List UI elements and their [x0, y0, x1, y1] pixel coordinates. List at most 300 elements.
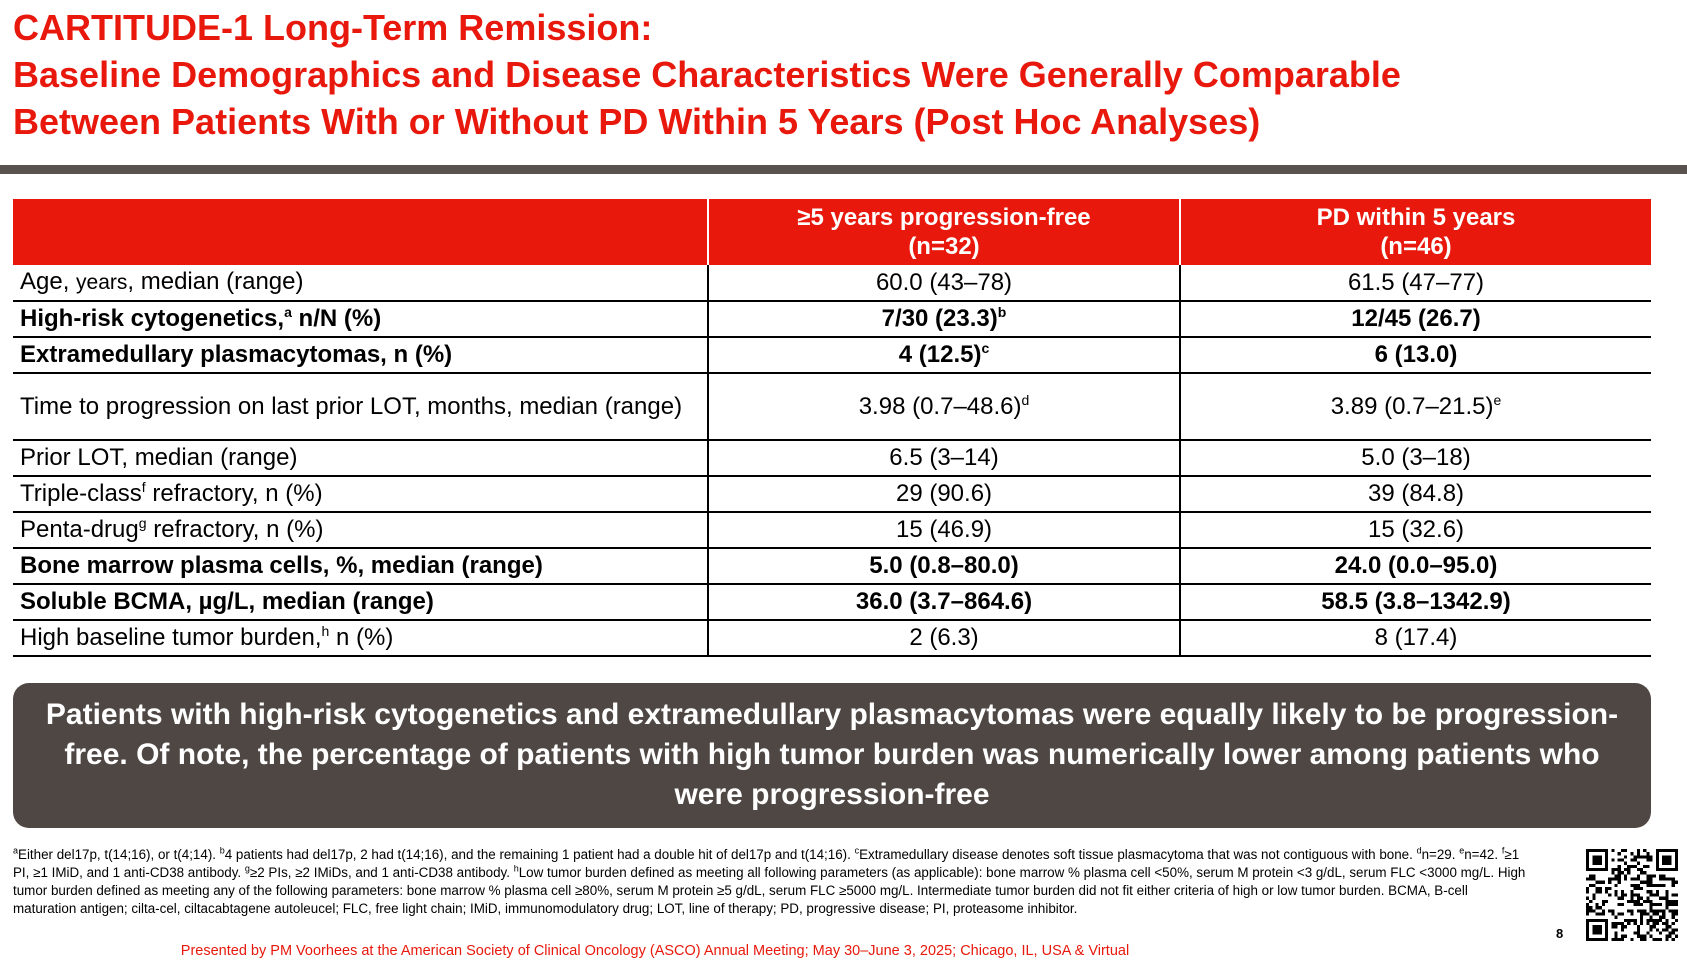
qr-module: [1634, 919, 1637, 922]
qr-module: [1630, 890, 1633, 893]
baseline-characteristics-table: [13, 199, 1651, 657]
qr-module: [1596, 931, 1599, 934]
qr-module: [1608, 878, 1611, 881]
qr-module: [1630, 865, 1633, 868]
qr-module: [1646, 884, 1649, 887]
qr-module: [1605, 922, 1608, 925]
value-progression-free: [708, 373, 1180, 440]
footnote-d: n=29.: [1421, 847, 1460, 862]
value-pd: 24.0 (0.0–95.0): [1180, 548, 1651, 584]
qr-module: [1640, 887, 1643, 890]
qr-module: [1586, 878, 1589, 881]
qr-module: [1589, 874, 1592, 877]
qr-module: [1656, 903, 1659, 906]
qr-module: [1624, 893, 1627, 896]
footnote-marker: f: [1501, 845, 1505, 856]
qr-module: [1634, 931, 1637, 934]
qr-module: [1662, 884, 1665, 887]
qr-module: [1634, 903, 1637, 906]
qr-module: [1596, 868, 1599, 871]
qr-module: [1599, 868, 1602, 871]
qr-module: [1615, 922, 1618, 925]
qr-module: [1668, 862, 1671, 865]
label-text: n/N (%): [291, 305, 382, 332]
qr-module: [1672, 878, 1675, 881]
qr-module: [1656, 855, 1659, 858]
qr-module: [1675, 912, 1678, 915]
qr-module: [1659, 909, 1662, 912]
qr-module: [1602, 900, 1605, 903]
qr-module: [1615, 935, 1618, 938]
qr-module: [1665, 868, 1668, 871]
title-line-1: CARTITUDE-1 Long-Term Remission:: [13, 7, 653, 48]
qr-module: [1592, 931, 1595, 934]
qr-module: [1589, 906, 1592, 909]
qr-module: [1649, 935, 1652, 938]
qr-module: [1605, 925, 1608, 928]
table-row: [13, 337, 1651, 373]
value-pd: 15 (32.6): [1180, 512, 1651, 548]
qr-module: [1649, 928, 1652, 931]
qr-module: [1646, 931, 1649, 934]
value-pd: 58.5 (3.8–1342.9): [1180, 584, 1651, 620]
qr-module: [1605, 900, 1608, 903]
qr-module: [1630, 884, 1633, 887]
qr-module: [1611, 871, 1614, 874]
qr-module: [1615, 925, 1618, 928]
qr-module: [1668, 903, 1671, 906]
qr-module: [1586, 912, 1589, 915]
qr-module: [1643, 881, 1646, 884]
qr-module: [1668, 868, 1671, 871]
qr-module: [1656, 893, 1659, 896]
qr-module: [1656, 852, 1659, 855]
qr-module: [1627, 922, 1630, 925]
qr-module: [1665, 862, 1668, 865]
qr-module: [1656, 909, 1659, 912]
qr-module: [1592, 855, 1595, 858]
qr-module: [1672, 884, 1675, 887]
qr-module: [1592, 909, 1595, 912]
row-label: Soluble BCMA, µg/L, median (range): [13, 584, 708, 620]
qr-module: [1621, 938, 1624, 941]
qr-module: [1586, 897, 1589, 900]
qr-module: [1668, 909, 1671, 912]
qr-module: [1675, 935, 1678, 938]
qr-module: [1649, 906, 1652, 909]
value-pd: 8 (17.4): [1180, 620, 1651, 656]
table-row: [13, 476, 1651, 512]
row-label: Prior LOT, median (range): [13, 440, 708, 476]
qr-module: [1662, 849, 1665, 852]
qr-module: [1621, 928, 1624, 931]
qr-module: [1618, 859, 1621, 862]
qr-module: [1649, 909, 1652, 912]
value-progression-free: 29 (90.6): [708, 476, 1180, 512]
qr-module: [1634, 900, 1637, 903]
qr-module: [1656, 884, 1659, 887]
table-row: [13, 512, 1651, 548]
qr-module: [1637, 931, 1640, 934]
qr-module: [1596, 906, 1599, 909]
qr-module: [1605, 852, 1608, 855]
qr-module: [1621, 925, 1624, 928]
qr-module: [1675, 928, 1678, 931]
qr-module: [1637, 935, 1640, 938]
qr-module: [1621, 890, 1624, 893]
qr-module: [1662, 916, 1665, 919]
qr-module: [1637, 868, 1640, 871]
footnotes: [13, 846, 1528, 918]
qr-module: [1592, 859, 1595, 862]
qr-module: [1611, 878, 1614, 881]
qr-module: [1605, 859, 1608, 862]
qr-module: [1611, 938, 1614, 941]
qr-module: [1662, 909, 1665, 912]
qr-module: [1637, 903, 1640, 906]
qr-module: [1637, 855, 1640, 858]
footnote-e: n=42.: [1464, 847, 1502, 862]
header-characteristic: [13, 199, 708, 265]
qr-module: [1589, 919, 1592, 922]
qr-module: [1637, 897, 1640, 900]
qr-module: [1596, 881, 1599, 884]
qr-module: [1586, 909, 1589, 912]
qr-module: [1665, 849, 1668, 852]
qr-module: [1672, 900, 1675, 903]
qr-module: [1592, 849, 1595, 852]
qr-module: [1656, 912, 1659, 915]
qr-module: [1624, 925, 1627, 928]
qr-module: [1634, 887, 1637, 890]
qr-module: [1599, 906, 1602, 909]
qr-module: [1665, 890, 1668, 893]
qr-module: [1665, 900, 1668, 903]
qr-module: [1586, 938, 1589, 941]
row-label: [13, 476, 708, 512]
qr-module: [1615, 931, 1618, 934]
qr-module: [1656, 865, 1659, 868]
qr-module: [1630, 919, 1633, 922]
footnote-marker: f: [141, 479, 146, 495]
qr-module: [1605, 862, 1608, 865]
qr-module: [1646, 881, 1649, 884]
qr-module: [1640, 881, 1643, 884]
qr-module: [1675, 852, 1678, 855]
qr-module: [1637, 874, 1640, 877]
label-text: n (%): [329, 624, 394, 651]
qr-module: [1621, 922, 1624, 925]
qr-module: [1624, 935, 1627, 938]
qr-module: [1659, 903, 1662, 906]
qr-module: [1646, 919, 1649, 922]
qr-module: [1599, 931, 1602, 934]
qr-module: [1624, 919, 1627, 922]
qr-module: [1643, 909, 1646, 912]
qr-module: [1646, 897, 1649, 900]
qr-module: [1656, 859, 1659, 862]
qr-module: [1630, 938, 1633, 941]
qr-module: [1637, 862, 1640, 865]
qr-module: [1668, 925, 1671, 928]
qr-module: [1621, 912, 1624, 915]
qr-module: [1596, 919, 1599, 922]
qr-module: [1637, 887, 1640, 890]
qr-module: [1627, 871, 1630, 874]
qr-module: [1602, 903, 1605, 906]
qr-module: [1672, 903, 1675, 906]
qr-module: [1596, 855, 1599, 858]
qr-module: [1634, 859, 1637, 862]
qr-module: [1599, 890, 1602, 893]
qr-module: [1668, 935, 1671, 938]
qr-module: [1665, 925, 1668, 928]
value-progression-free: 6.5 (3–14): [708, 440, 1180, 476]
value-progression-free: [708, 301, 1180, 337]
footnote-c: Extramedullary disease denotes soft tissue plasmacytoma that was not contiguous with bone.: [859, 847, 1417, 862]
qr-module: [1602, 938, 1605, 941]
label-text: Penta-drug: [20, 516, 139, 543]
footnote-marker: g: [138, 515, 147, 531]
qr-module: [1643, 900, 1646, 903]
qr-module: [1653, 925, 1656, 928]
qr-module: [1640, 916, 1643, 919]
footnote-f: ≥1 PI, ≥1 IMiD, and 1 anti-CD38 antibody.: [13, 847, 1520, 880]
qr-module: [1618, 868, 1621, 871]
qr-module: [1624, 878, 1627, 881]
qr-module: [1630, 909, 1633, 912]
qr-module: [1611, 859, 1614, 862]
qr-module: [1634, 878, 1637, 881]
qr-module: [1592, 884, 1595, 887]
qr-module: [1643, 849, 1646, 852]
qr-module: [1630, 912, 1633, 915]
qr-module: [1624, 855, 1627, 858]
qr-module: [1608, 881, 1611, 884]
qr-module: [1659, 919, 1662, 922]
qr-module: [1615, 868, 1618, 871]
qr-module: [1634, 884, 1637, 887]
qr-module: [1646, 855, 1649, 858]
qr-module: [1599, 925, 1602, 928]
qr-module: [1618, 881, 1621, 884]
qr-module: [1605, 865, 1608, 868]
qr-module: [1599, 849, 1602, 852]
qr-module: [1640, 935, 1643, 938]
qr-module: [1643, 912, 1646, 915]
qr-module: [1649, 884, 1652, 887]
qr-module: [1586, 903, 1589, 906]
qr-module: [1589, 868, 1592, 871]
qr-module: [1668, 900, 1671, 903]
qr-module: [1621, 893, 1624, 896]
qr-module: [1665, 938, 1668, 941]
qr-module: [1586, 919, 1589, 922]
slide-title: [13, 4, 1673, 145]
qr-module: [1668, 849, 1671, 852]
qr-module: [1646, 900, 1649, 903]
qr-module: [1630, 859, 1633, 862]
qr-module: [1640, 922, 1643, 925]
qr-module: [1656, 868, 1659, 871]
qr-module: [1596, 887, 1599, 890]
qr-module: [1605, 868, 1608, 871]
qr-module: [1586, 862, 1589, 865]
footnote-marker: e: [1493, 391, 1502, 408]
qr-module: [1640, 855, 1643, 858]
qr-module: [1618, 922, 1621, 925]
row-label: Time to progression on last prior LOT, months, median (range): [13, 373, 708, 440]
qr-module: [1599, 855, 1602, 858]
footnote-h-and-abbreviations: Low tumor burden defined as meeting all following parameters (as applicable): bone marrow % plasma cell <50%, serum M protein <3 g/dL, serum FLC <3000 mg/L. High tumor burden defined as meeting any of the following parameters: bone marrow % plasma cell ≥80%, serum M protein ≥5 g/dL, serum FLC ≥5000 mg/L. Intermediate tumor burden did not fit either criteria of high or low tumor burden. BCMA, B-cell maturation antigen; cilta-cel, ciltacabtagene autoleucel; FLC, free light chain; IMiD, immunomodulatory drug; LOT, line of therapy; PD, progressive disease; PI, proteasome inhibitor.: [13, 865, 1526, 916]
table-header-row: [13, 199, 1651, 265]
value-pd: 6 (13.0): [1180, 337, 1651, 373]
qr-module: [1630, 897, 1633, 900]
qr-module: [1662, 862, 1665, 865]
qr-module: [1668, 859, 1671, 862]
table-row: [13, 301, 1651, 337]
table-row: [13, 373, 1651, 440]
qr-module: [1608, 909, 1611, 912]
footnote-marker: c: [981, 340, 990, 356]
footnote-b: 4 patients had del17p, 2 had t(14;16), and the remaining 1 patient had a double hit of del17p and t(14;16).: [224, 847, 855, 862]
footnote-a: Either del17p, t(14;16), or t(4;14).: [18, 847, 220, 862]
qr-module: [1634, 855, 1637, 858]
qr-module: [1653, 884, 1656, 887]
value-pd: 5.0 (3–18): [1180, 440, 1651, 476]
qr-module: [1646, 912, 1649, 915]
value-progression-free: 2 (6.3): [708, 620, 1180, 656]
qr-module: [1665, 893, 1668, 896]
qr-module: [1640, 868, 1643, 871]
qr-module: [1637, 849, 1640, 852]
qr-module: [1618, 871, 1621, 874]
value-pd: 39 (84.8): [1180, 476, 1651, 512]
footnote-marker: c: [854, 845, 860, 856]
qr-code-icon[interactable]: [1586, 849, 1678, 941]
qr-module: [1596, 859, 1599, 862]
qr-module: [1586, 865, 1589, 868]
qr-module: [1611, 922, 1614, 925]
qr-module: [1659, 868, 1662, 871]
title-divider: [0, 165, 1687, 174]
qr-module: [1592, 878, 1595, 881]
qr-module: [1637, 884, 1640, 887]
qr-module: [1637, 909, 1640, 912]
qr-module: [1608, 893, 1611, 896]
qr-module: [1599, 938, 1602, 941]
qr-module: [1672, 916, 1675, 919]
table-row: [13, 584, 1651, 620]
qr-module: [1618, 865, 1621, 868]
qr-module: [1602, 919, 1605, 922]
qr-module: [1665, 855, 1668, 858]
qr-module: [1672, 909, 1675, 912]
qr-module: [1640, 919, 1643, 922]
qr-module: [1640, 938, 1643, 941]
qr-module: [1586, 922, 1589, 925]
footnote-marker: h: [513, 863, 519, 874]
qr-module: [1618, 897, 1621, 900]
value-progression-free: 15 (46.9): [708, 512, 1180, 548]
qr-module: [1640, 903, 1643, 906]
qr-module: [1646, 922, 1649, 925]
qr-module: [1630, 878, 1633, 881]
qr-module: [1586, 935, 1589, 938]
qr-module: [1665, 928, 1668, 931]
qr-module: [1662, 868, 1665, 871]
label-unit: years: [76, 271, 128, 294]
qr-module: [1637, 928, 1640, 931]
qr-module: [1592, 928, 1595, 931]
qr-module: [1675, 865, 1678, 868]
row-label: [13, 620, 708, 656]
qr-module: [1599, 859, 1602, 862]
label-text: Age,: [20, 268, 77, 295]
qr-module: [1624, 868, 1627, 871]
qr-module: [1662, 928, 1665, 931]
qr-module: [1592, 874, 1595, 877]
qr-module: [1637, 878, 1640, 881]
qr-module: [1599, 919, 1602, 922]
qr-module: [1662, 859, 1665, 862]
qr-module: [1605, 887, 1608, 890]
qr-module: [1605, 931, 1608, 934]
qr-module: [1675, 862, 1678, 865]
qr-module: [1649, 881, 1652, 884]
qr-module: [1611, 912, 1614, 915]
qr-module: [1592, 868, 1595, 871]
qr-module: [1630, 852, 1633, 855]
qr-module: [1615, 884, 1618, 887]
qr-module: [1672, 912, 1675, 915]
qr-module: [1653, 922, 1656, 925]
qr-module: [1659, 884, 1662, 887]
qr-module: [1649, 874, 1652, 877]
row-label: Bone marrow plasma cells, %, median (range): [13, 548, 708, 584]
qr-module: [1665, 922, 1668, 925]
qr-module: [1637, 893, 1640, 896]
value-pd: [1180, 373, 1651, 440]
qr-module: [1611, 925, 1614, 928]
footnote-marker: e: [1459, 845, 1465, 856]
qr-module: [1605, 890, 1608, 893]
qr-module: [1653, 909, 1656, 912]
qr-module: [1653, 938, 1656, 941]
row-label: [13, 265, 708, 301]
qr-module: [1624, 862, 1627, 865]
qr-module: [1656, 849, 1659, 852]
title-line-3: Between Patients With or Without PD Within 5 Years (Post Hoc Analyses): [13, 101, 1261, 142]
footnote-marker: b: [219, 845, 225, 856]
value-progression-free: 36.0 (3.7–864.6): [708, 584, 1180, 620]
qr-module: [1672, 922, 1675, 925]
qr-module: [1656, 922, 1659, 925]
qr-module: [1621, 897, 1624, 900]
qr-module: [1589, 900, 1592, 903]
presented-by-footer: Presented by PM Voorhees at the American Society of Clinical Oncology (ASCO) Annual Meeting; May 30–June 3, 2025; Chicago, IL, USA & Virtual: [180, 943, 1130, 959]
row-label: Extramedullary plasmacytomas, n (%): [13, 337, 708, 373]
qr-module: [1653, 874, 1656, 877]
qr-module: [1611, 909, 1614, 912]
qr-module: [1618, 878, 1621, 881]
qr-module: [1672, 928, 1675, 931]
qr-module: [1665, 859, 1668, 862]
header-pd-n: (n=46): [1380, 233, 1452, 260]
qr-module: [1596, 862, 1599, 865]
qr-code-graphic: [1586, 849, 1678, 941]
qr-module: [1592, 893, 1595, 896]
